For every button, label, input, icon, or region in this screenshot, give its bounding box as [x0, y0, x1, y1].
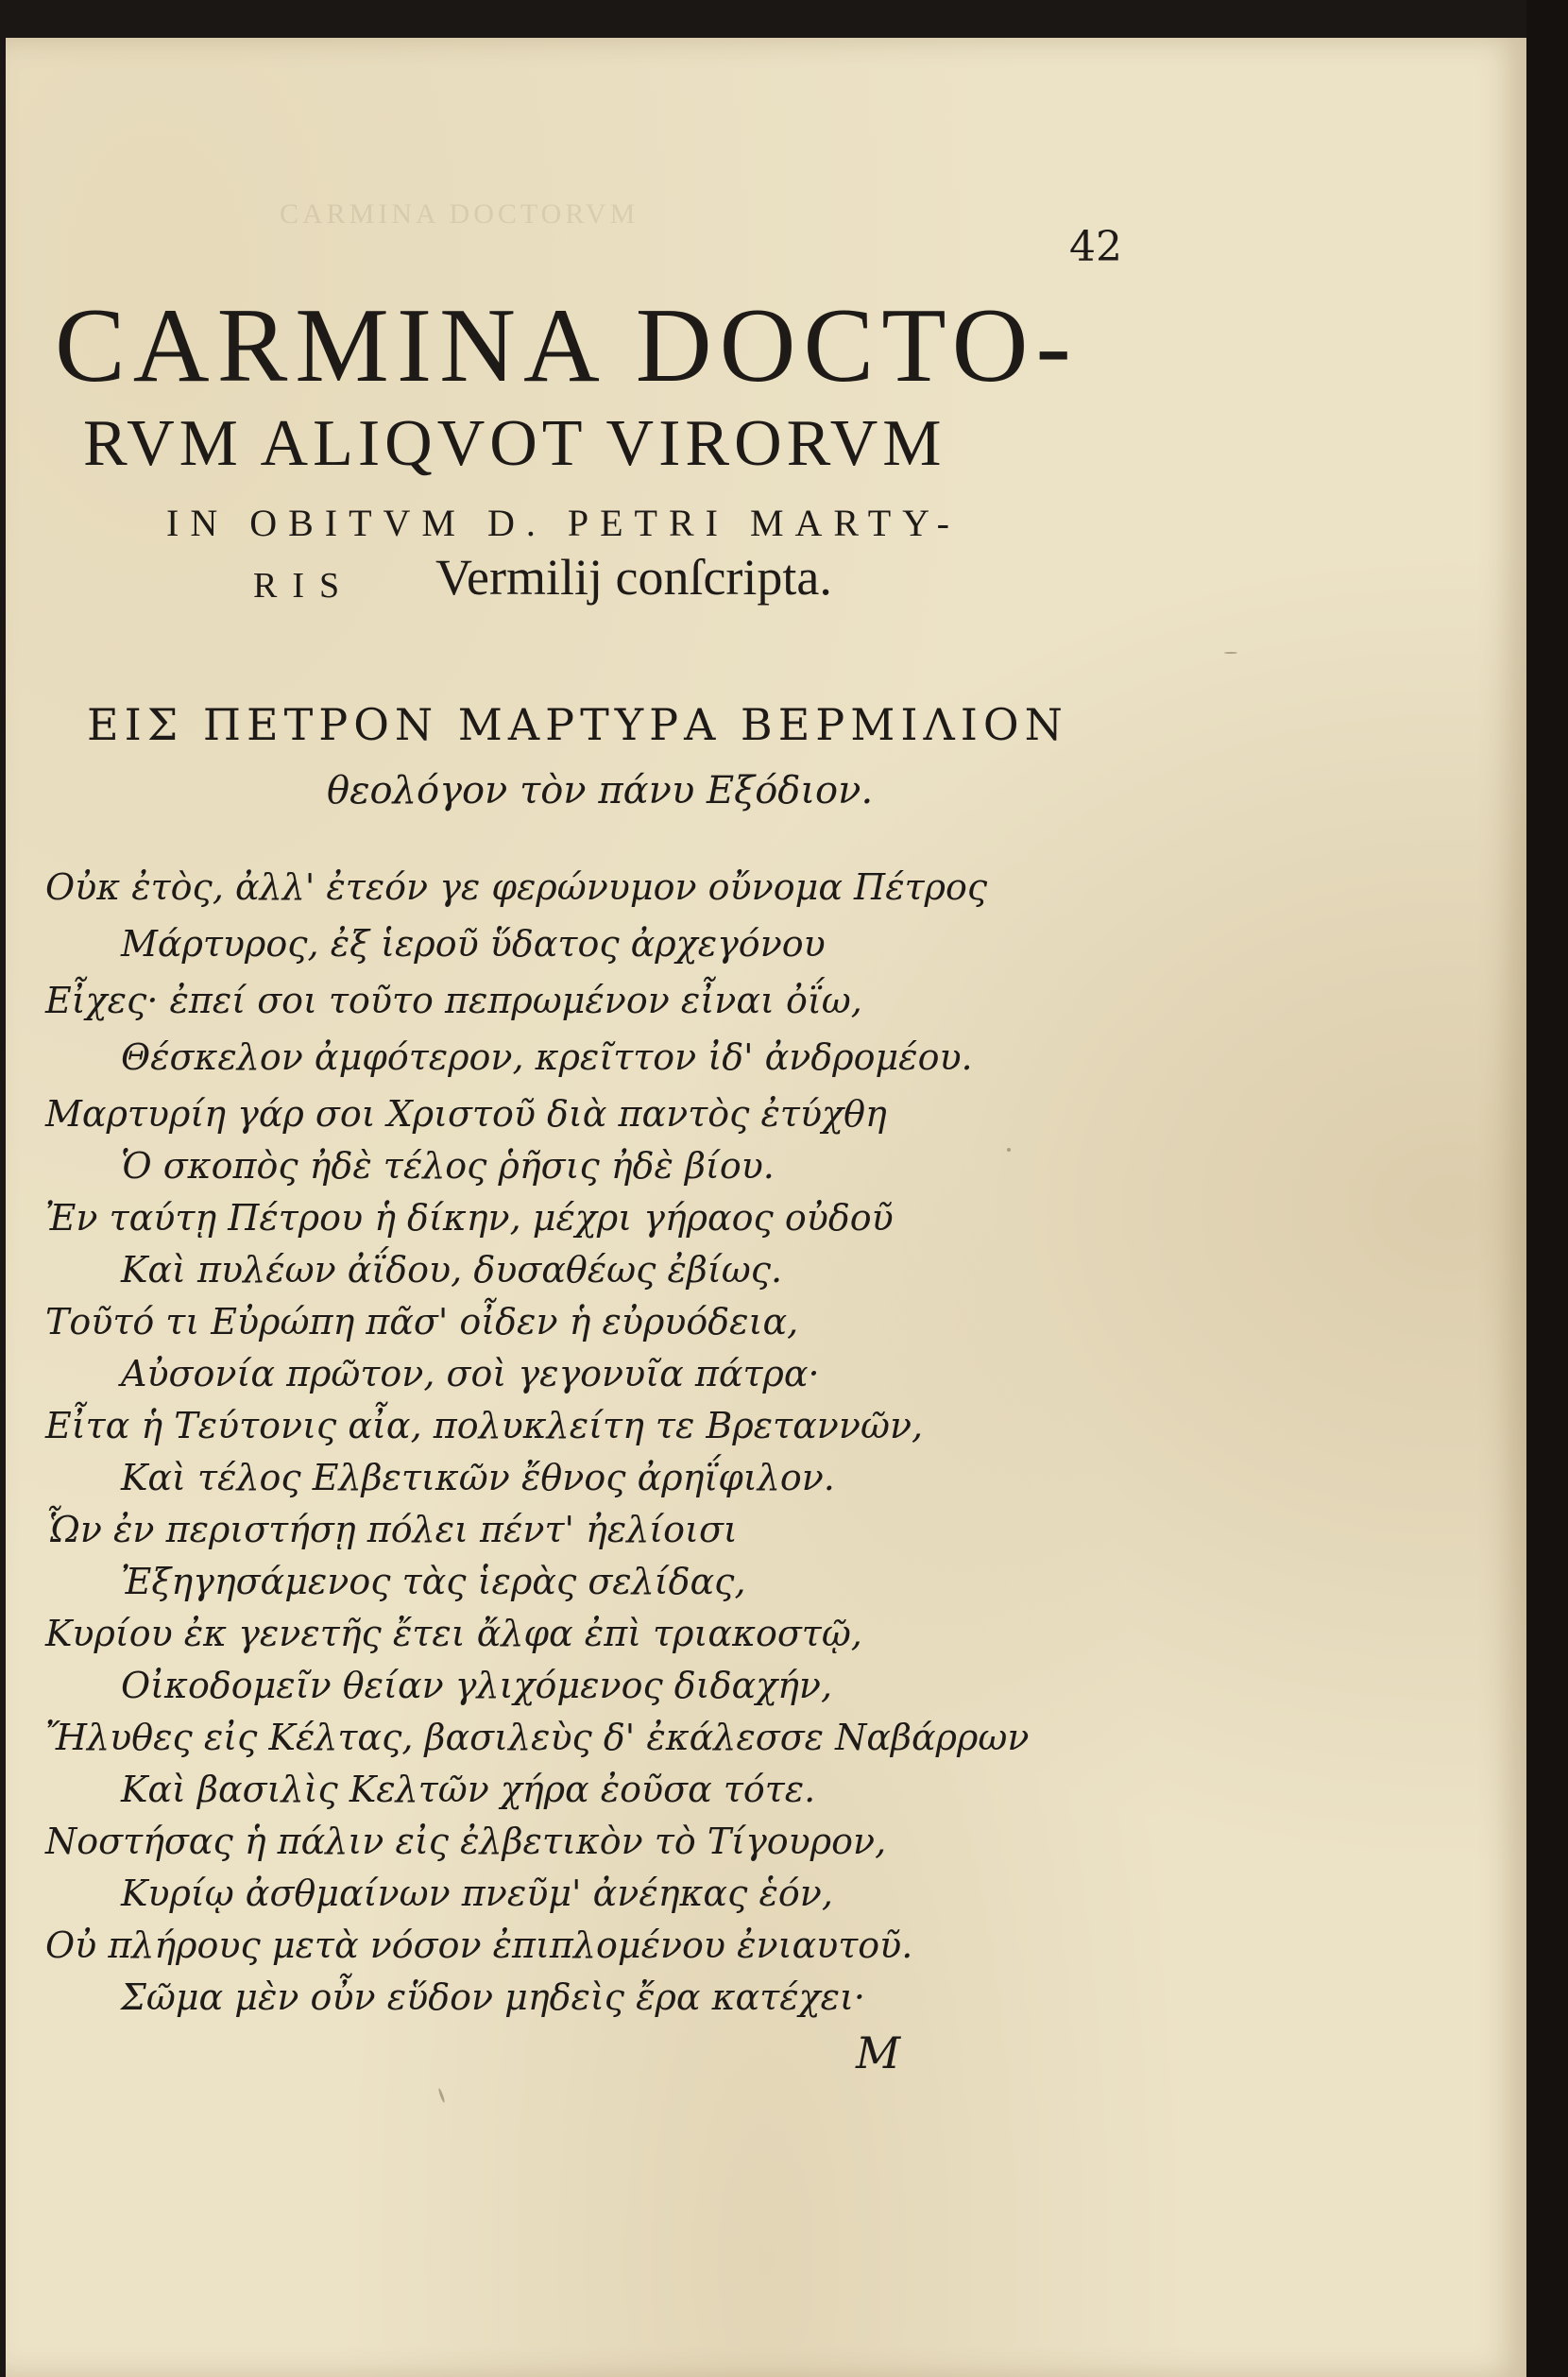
title-line-4-caps: RIS: [253, 566, 355, 606]
scan-border: [1526, 0, 1568, 2377]
verse-line: Ἤλυθες εἰς Κέλτας, βασιλεὺς δ' ἐκάλεσσε Ναβάρρων: [45, 1717, 1030, 1758]
verse-line: Εἶχες· ἐπεί σοι τοῦτο πεπρωμένον εἶναι ὀΐω,: [45, 980, 862, 1021]
verse-line: Ὁ σκοπὸς ἠδὲ τέλος ῥῆσις ἠδὲ βίου.: [121, 1145, 775, 1187]
verse-line: Σῶμα μὲν οὖν εὕδον μηδεὶς ἔρα κατέχει·: [121, 1976, 865, 2018]
verse-line: Ἐξηγησάμενος τὰς ἱερὰς σελίδας,: [121, 1561, 746, 1602]
verse-line: Μαρτυρίη γάρ σοι Χριστοῦ διὰ παντὸς ἐτύχθη: [45, 1093, 887, 1135]
signature-mark: M: [856, 2027, 901, 2078]
verse-line: Τοῦτό τι Εὐρώπη πᾶσ' οἶδεν ἡ εὐρυόδεια,: [45, 1301, 799, 1342]
verse-line: Θέσκελον ἀμφότερον, κρεῖττον ἰδ' ἀνδρομέου.: [121, 1036, 973, 1078]
verse-line: Κυρίῳ ἀσθμαίνων πνεῦμ' ἀνέηκας ἑόν,: [121, 1873, 833, 1914]
page-number: 42: [1069, 223, 1122, 271]
title-line-1: CARMINA DOCTO-: [55, 287, 1079, 404]
verse-line: Οἰκοδομεῖν θείαν γλιχόμενος διδαχήν,: [121, 1665, 833, 1706]
verse-line: Εἶτα ἡ Τεύτονις αἶα, πολυκλείτη τε Βρεταννῶν,: [45, 1405, 924, 1446]
verse-line: Καὶ πυλέων ἀΐδου, δυσαθέως ἐβίως.: [121, 1249, 783, 1291]
title-line-4-italic: Vermilij conſcripta.: [435, 549, 832, 606]
verse-line: Μάρτυρος, ἐξ ἱεροῦ ὕδατος ἀρχεγόνου: [121, 923, 826, 965]
greek-subheading: θεολόγον τὸν πάνυ Εξόδιον.: [327, 769, 874, 812]
title-line-3: IN OBITVM D. PETRI MARTY-: [166, 502, 961, 544]
verse-line: Ὧν ἐν περιστήσῃ πόλει πέντ' ἠελίοισι: [45, 1509, 738, 1550]
paper-speck: [1007, 1148, 1011, 1152]
verse-line: Καὶ τέλος Ελβετικῶν ἔθνος ἀρηΐφιλον.: [121, 1457, 835, 1498]
verse-line: Αὐσονία πρῶτον, σοὶ γεγονυῖα πάτρα·: [121, 1353, 820, 1394]
title-line-2: RVM ALIQVOT VIRORVM: [83, 407, 946, 480]
verse-line: Οὐ πλήρους μετὰ νόσον ἐπιπλομένου ἐνιαυτοῦ.: [45, 1924, 913, 1966]
show-through-text: CARMINA DOCTORVM: [280, 198, 639, 230]
verse-line: Νοστήσας ἡ πάλιν εἰς ἐλβετικὸν τὸ Τίγουρον,: [45, 1821, 887, 1862]
verse-line: Καὶ βασιλὶς Κελτῶν χήρα ἐοῦσα τότε.: [121, 1769, 816, 1810]
paper-speck: [437, 2088, 445, 2103]
book-page: [6, 38, 1526, 2377]
verse-line: Κυρίου ἐκ γενετῆς ἔτει ἄλφα ἐπὶ τριακοστῷ,: [45, 1613, 862, 1654]
verse-line: Ἐν ταύτῃ Πέτρου ἡ δίκην, μέχρι γήραος οὐδοῦ: [45, 1197, 894, 1239]
paper-speck: [1224, 652, 1237, 654]
verse-line: Οὐκ ἐτὸς, ἀλλ' ἐτεόν γε φερώνυμον οὔνομα Πέτρος: [45, 866, 988, 908]
greek-heading: ΕΙΣ ΠΕΤΡΟΝ ΜΑΡΤΥΡΑ ΒΕΡΜΙΛΙΟΝ: [87, 699, 1068, 750]
